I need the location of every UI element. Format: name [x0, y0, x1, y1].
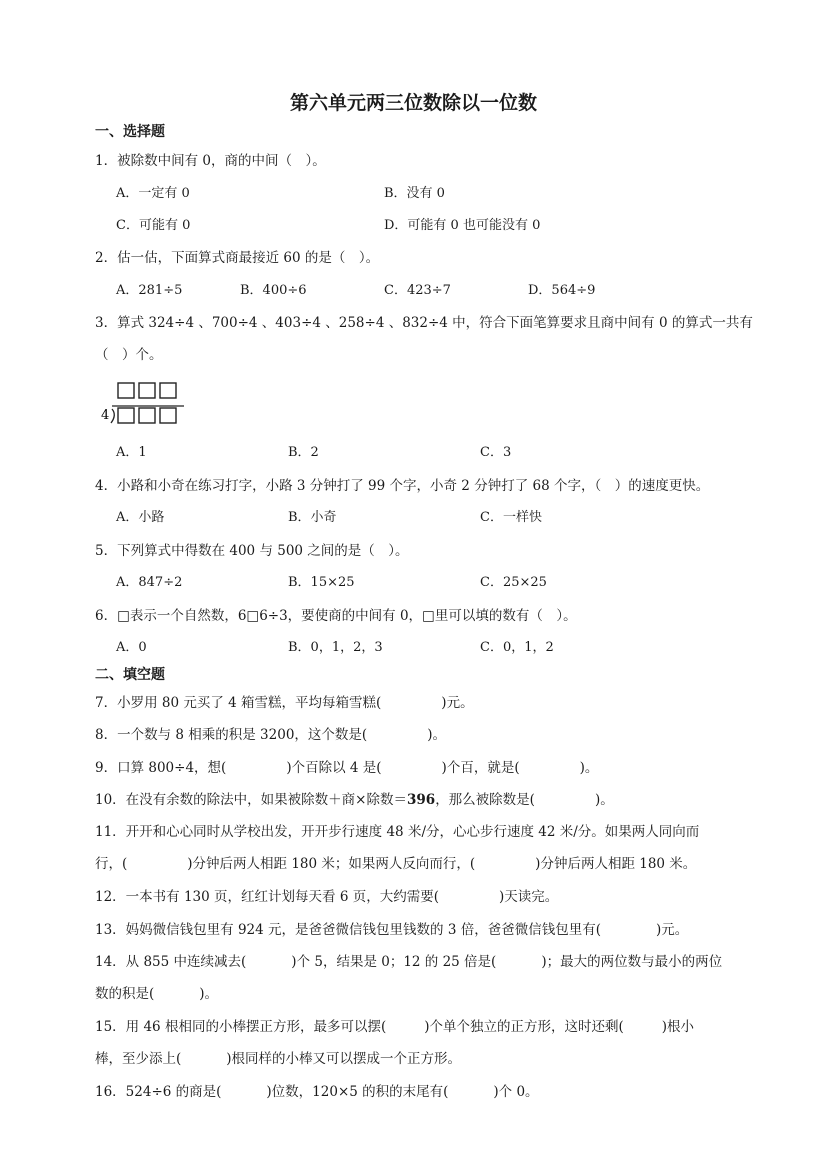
long-division-figure [98, 381, 188, 425]
question-9 [95, 759, 598, 777]
section-heading-choice: 一、选择题 [95, 124, 165, 140]
question-14-text-2: )个 5，结果是 0；12 的 25 倍是( [291, 954, 497, 970]
question-9-text-3: )个百，就是( [441, 760, 520, 776]
question-3-option-c: C．3 [480, 445, 512, 460]
question-3-option-b: B．2 [288, 445, 319, 460]
question-12-text: 12．一本书有 130 页，红红计划每天看 6 页，大约需要( [95, 889, 439, 905]
question-10-text-3: )。 [594, 792, 614, 808]
question-2-option-d: D．564÷9 [528, 283, 596, 298]
question-8-text-end: )。 [427, 727, 446, 743]
question-14-line-1 [95, 953, 722, 971]
question-15-text-2: )个单个独立的正方形，这时还剩( [424, 1019, 624, 1035]
question-7 [95, 694, 474, 712]
question-3-option-a: A．1 [116, 445, 147, 460]
question-2-option-c: C．423÷7 [384, 283, 451, 298]
page-title: 第六单元两三位数除以一位数 [289, 92, 537, 114]
question-3-stem-line-1: 3．算式 324÷4 、700÷4 、403÷4 、258÷4 、832÷4 中，符合下面笔算要求且商中间有 0 的算式一共有 [95, 315, 753, 331]
section-heading-fill: 二、填空题 [95, 667, 165, 683]
question-5-option-a: A．847÷2 [116, 575, 183, 590]
divisor-digit: 4 [101, 408, 110, 423]
question-11-line-2 [95, 855, 696, 873]
question-15-line-2 [95, 1050, 461, 1068]
question-9-text-2: )个百除以 4 是( [286, 760, 382, 776]
question-7-text-end: )元。 [441, 695, 474, 711]
question-11-line-1: 11．开开和心心同时从学校出发，开开步行速度 48 米/分，心心步行速度 42 米/分。如果两人同向而 [95, 824, 700, 840]
question-9-text: 9．口算 800÷4，想( [95, 760, 227, 776]
question-15-text-4: 棒，至少添上( [95, 1051, 182, 1067]
question-2-option-b: B．400÷6 [240, 283, 307, 298]
question-5-option-c: C．25×25 [480, 575, 547, 590]
question-2-option-a: A．281÷5 [116, 283, 183, 298]
quotient-box [160, 383, 176, 398]
question-14-text-4: 数的积是( [95, 986, 155, 1002]
question-16 [95, 1083, 539, 1101]
question-4-stem: 4．小路和小奇在练习打字，小路 3 分钟打了 99 个字，小奇 2 分钟打了 68 个字，（ ）的速度更快。 [95, 478, 710, 494]
question-6-option-a: A．0 [116, 640, 147, 655]
dividend-box [139, 408, 155, 423]
question-5-stem: 5．下列算式中得数在 400 与 500 之间的是（ ）。 [95, 543, 409, 559]
question-5-option-b: B．15×25 [288, 575, 355, 590]
question-12 [95, 888, 558, 906]
question-14-text-3: )；最大的两位数与最小的两位 [541, 954, 723, 970]
question-14-text-5: )。 [199, 986, 219, 1002]
dividend-box [160, 408, 176, 423]
question-1-option-a: A．一定有 0 [116, 186, 190, 201]
question-8 [95, 726, 446, 744]
question-6-stem: 6．□表示一个自然数，6□6÷3，要使商的中间有 0，□里可以填的数有（ ）。 [95, 608, 577, 624]
question-11-text-3: )分钟后两人相距 180 米。 [535, 856, 697, 872]
question-3-stem-line-2: （ ）个。 [95, 347, 163, 363]
question-15-text-5: )根同样的小棒又可以摆成一个正方形。 [226, 1051, 462, 1067]
question-1-option-d: D．可能有 0 也可能没有 0 [384, 218, 541, 233]
question-14-text: 14．从 855 中连续减去( [95, 954, 247, 970]
question-10 [95, 791, 614, 809]
dividend-box [118, 408, 134, 423]
question-8-text: 8．一个数与 8 相乘的积是 3200，这个数是( [95, 727, 368, 743]
quotient-box [139, 383, 155, 398]
question-15-text: 15．用 46 根相同的小棒摆正方形，最多可以摆( [95, 1019, 387, 1035]
question-13-text: 13．妈妈微信钱包里有 924 元，是爸爸微信钱包里钱数的 3 倍，爸爸微信钱包里有( [95, 922, 601, 938]
question-13 [95, 921, 688, 939]
question-1-option-c: C．可能有 0 [116, 218, 191, 233]
question-11-text: 行，( [95, 856, 128, 872]
question-4-option-a: A．小路 [116, 510, 165, 525]
question-7-text: 7．小罗用 80 元买了 4 箱雪糕，平均每箱雪糕( [95, 695, 382, 711]
question-9-text-4: )。 [579, 760, 599, 776]
question-4-option-b: B．小奇 [288, 510, 337, 525]
quotient-box [118, 383, 134, 398]
question-6-option-b: B．0，1，2，3 [288, 640, 383, 655]
question-10-number: 396 [407, 792, 436, 808]
question-6-option-c: C．0，1，2 [480, 640, 554, 655]
question-13-text-2: )元。 [655, 922, 689, 938]
question-16-text-3: )个 0。 [493, 1084, 539, 1100]
question-1-option-b: B．没有 0 [384, 186, 445, 201]
question-12-text-2: )天读完。 [498, 889, 559, 905]
question-15-line-1 [95, 1018, 694, 1036]
question-4-option-c: C．一样快 [480, 510, 542, 525]
question-14-line-2 [95, 985, 218, 1003]
question-2-stem: 2．估一估，下面算式商最接近 60 的是（ ）。 [95, 250, 380, 266]
question-10-text-2: ，那么被除数是( [435, 792, 535, 808]
question-1-stem: 1．被除数中间有 0，商的中间（ ）。 [95, 153, 326, 169]
question-11-text-2: )分钟后两人相距 180 米；如果两人反向而行，( [187, 856, 476, 872]
question-16-text: 16．524÷6 的商是( [95, 1084, 222, 1100]
question-10-text: 10．在没有余数的除法中，如果被除数＋商×除数＝ [95, 792, 407, 808]
question-15-text-3: )根小 [661, 1019, 695, 1035]
question-16-text-2: )位数，120×5 的积的末尾有( [266, 1084, 449, 1100]
